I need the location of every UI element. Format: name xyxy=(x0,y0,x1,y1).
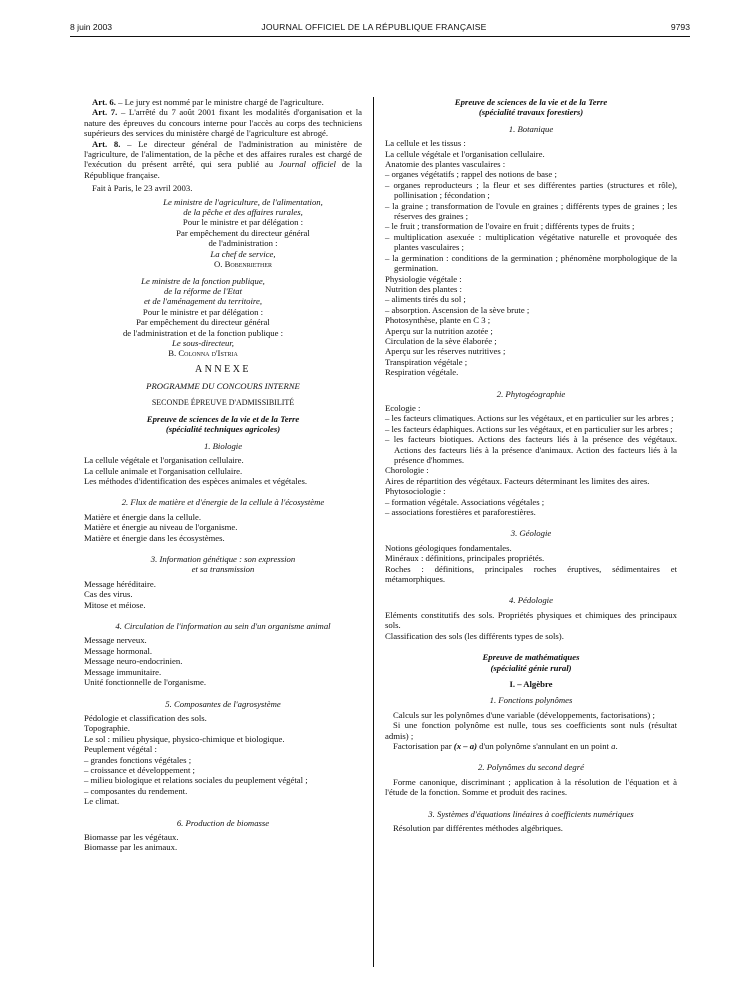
list-item: Message neuro-endocrinien. xyxy=(84,656,183,667)
list-item: Mitose et méiose. xyxy=(84,599,146,610)
header-rule xyxy=(70,36,690,37)
list-item: Peuplement végétal : xyxy=(84,744,157,755)
header-page-number: 9793 xyxy=(670,22,690,32)
list-item: – absorption. Ascension de la sève brute ; xyxy=(385,304,530,315)
list-item: – les facteurs édaphiques. Actions sur les végétaux, et en particulier sur les arbres ; xyxy=(385,423,673,434)
section-biologie-title xyxy=(84,441,362,451)
polynomes-line-2: Si une fonction polynôme est nulle, tous ses coefficients sont nuls (résultat admis) ; xyxy=(385,720,677,741)
epreuve-math-subtitle: (spécialité génie rural) xyxy=(490,662,572,673)
article-8-text: – Le directeur général de l'administration au ministère de l'agriculture, de l'alimentation, de la pêche et des affaires rurales est chargé de l'exécution du présent arrêté, qui sera publié au xyxy=(84,138,362,170)
section-geologie-list xyxy=(385,543,677,585)
signature-line: Par empêchement du directeur général xyxy=(136,317,270,328)
section-agrosysteme-title: 5. Composantes de l'agrosystème xyxy=(165,698,281,709)
section-flux-title: 2. Flux de matière et d'énergie de la cellule à l'écosystème xyxy=(121,497,325,508)
signature-line: et de l'aménagement du territoire, xyxy=(143,296,263,307)
epreuve-forestiers-title: Epreuve de sciences de la vie et de la Terre xyxy=(454,97,608,107)
signature-line: Le sous-directeur, xyxy=(172,337,234,348)
list-item: Roches : définitions, principales roches éruptives, sédimentaires et métamorphiques. xyxy=(385,563,677,585)
left-column xyxy=(84,97,362,853)
signatory-name: O. Bobenriether xyxy=(213,259,273,270)
article-8 xyxy=(84,139,362,181)
list-item: Aperçu sur la nutrition azotée ; xyxy=(385,325,493,336)
signatory-name: B. Colonna d'Istria xyxy=(168,348,238,359)
list-item: – organes reproducteurs ; la fleur et ses différentes parties (structures et rôle), pollinisation ; fécondation ; xyxy=(385,179,677,201)
section-circulation-title: 4. Circulation de l'information au sein d'un organisme animal xyxy=(115,621,331,632)
programme-heading: PROGRAMME DU CONCOURS INTERNE xyxy=(146,381,300,392)
list-item: Le climat. xyxy=(84,796,120,807)
list-item: Biomasse par les végétaux. xyxy=(84,831,179,842)
list-item: Unité fonctionnelle de l'organisme. xyxy=(84,677,207,688)
list-item: – la germination : conditions de la germination ; phénomène morphologique de la germination. xyxy=(385,252,677,274)
journal-officiel-ref: Journal officiel xyxy=(278,159,336,170)
section-phytogeographie-title: 2. Phytogéographie xyxy=(496,388,566,399)
section-agrosysteme-list xyxy=(84,713,362,807)
list-item: – croissance et développement ; xyxy=(84,764,195,775)
list-item: Matière et énergie dans les écosystèmes. xyxy=(84,532,225,543)
factorisation-text-2: d'un polynôme s'annulant en un point xyxy=(476,740,612,751)
list-item: – milieu biologique et relations sociales du peuplement végétal ; xyxy=(84,775,308,786)
header-date: 8 juin 2003 xyxy=(70,22,113,32)
list-item: Aperçu sur les réserves nutritives ; xyxy=(385,346,506,357)
list-item: – la graine ; transformation de l'ovule en graines ; différents types de graines ; les réserves des graines ; xyxy=(385,200,677,222)
right-column xyxy=(385,97,677,833)
list-item: Physiologie végétale : xyxy=(385,273,462,284)
period: . xyxy=(615,740,618,751)
epreuve-svt-subtitle: (spécialité techniques agricoles) xyxy=(165,424,281,435)
list-item: Classification des sols (les différents types de sols). xyxy=(385,630,564,641)
signature-line: Par empêchement du directeur général xyxy=(176,227,310,238)
list-item: – organes végétatifs ; rappel des notions de base ; xyxy=(385,169,557,180)
list-item: Ecologie : xyxy=(385,402,421,413)
polynomes-line-3 xyxy=(385,741,677,751)
article-6 xyxy=(84,97,362,107)
section-biomasse-title: 6. Production de biomasse xyxy=(176,817,270,828)
list-item: – multiplication asexuée : multiplication végétative naturelle et provoquée des plantes vasculaires ; xyxy=(385,231,677,253)
signature-block-agriculture xyxy=(84,197,362,270)
article-6-label: Art. 6. xyxy=(92,97,116,107)
section-botanique-title: 1. Botanique xyxy=(508,123,554,134)
list-item: Minéraux : définitions, principales propriétés. xyxy=(385,553,545,564)
signature-line: Le ministre de la fonction publique, xyxy=(141,275,265,286)
article-8-label: Art. 8. xyxy=(92,138,121,149)
article-7-text: – L'arrêté du 7 août 2001 fixant les modalités d'organisation et la nature des épreuves du concours interne pour l'accès au corps des techniciens supérieurs des services du ministère chargé de l'agriculture est abrogé. xyxy=(84,107,362,139)
list-item: Message hormonal. xyxy=(84,645,153,656)
list-item: – le fruit ; transformation de l'ovaire en fruit ; différents types de fruits ; xyxy=(385,221,635,232)
list-item: La cellule végétale et l'organisation cellulaire. xyxy=(84,455,244,466)
article-7 xyxy=(84,107,362,138)
list-item: Message immunitaire. xyxy=(84,666,162,677)
list-item: Notions géologiques fondamentales. xyxy=(385,542,512,553)
signature-line: de l'administration : xyxy=(208,238,278,249)
list-item: – les facteurs biotiques. Actions des facteurs liés à la présence des végétaux. Actions des facteurs liés à la présence d'animaux. Action des facteurs liés à la présence d'hommes. xyxy=(385,434,677,465)
list-item: – aliments tirés du sol ; xyxy=(385,294,466,305)
polynomes-line-1: Calculs sur les polynômes d'une variable (développements, factorisations) ; xyxy=(393,709,655,720)
header-journal-title: JOURNAL OFFICIEL DE LA RÉPUBLIQUE FRANÇAISE xyxy=(261,22,487,32)
list-item: La cellule animale et l'organisation cellulaire. xyxy=(84,465,243,476)
section-phytogeographie-list xyxy=(385,403,677,517)
signature-line: Pour le ministre et par délégation : xyxy=(142,306,264,317)
list-item: La cellule végétale et l'organisation cellulaire. xyxy=(385,148,545,159)
list-item: Phytosociologie : xyxy=(385,486,446,497)
section-biomasse-list xyxy=(84,832,362,853)
list-item: Les méthodes d'identification des espèces animales et végétales. xyxy=(84,476,308,486)
factorisation-text: Factorisation par xyxy=(393,740,454,751)
list-item: Pédologie et classification des sols. xyxy=(84,712,207,723)
section-circulation-list xyxy=(84,635,362,687)
signature-line: Pour le ministre et par délégation : xyxy=(182,217,304,228)
signature-line: de la réforme de l'Etat xyxy=(163,285,243,296)
list-item: Chorologie : xyxy=(385,465,429,476)
list-item: Message héréditaire. xyxy=(84,578,156,589)
epreuve-forestiers-subtitle: (spécialité travaux forestiers) xyxy=(478,107,584,118)
section-polynomes-title: 1. Fonctions polynômes xyxy=(489,695,573,706)
section-second-degre-title: 2. Polynômes du second degré xyxy=(478,762,584,773)
annexe-heading: ANNEXE xyxy=(194,363,252,375)
list-item: Message nerveux. xyxy=(84,635,147,646)
signature-line: de la pêche et des affaires rurales, xyxy=(183,207,303,218)
section-flux-list xyxy=(84,512,362,543)
list-item: – formation végétale. Associations végétales ; xyxy=(385,496,545,507)
signature-line: de l'administration et de la fonction publique : xyxy=(122,327,284,338)
fait-a-paris: Fait à Paris, le 23 avril 2003. xyxy=(92,183,193,194)
section-information-title-2: et sa transmission xyxy=(191,564,255,575)
list-item: Aires de répartition des végétaux. Facteurs déterminant les limites des aires. xyxy=(385,475,650,486)
list-item: Circulation de la sève élaborée ; xyxy=(385,335,497,346)
signature-line: La chef de service, xyxy=(210,248,276,259)
signature-line: Le ministre de l'agriculture, de l'alimentation, xyxy=(163,196,323,207)
list-item: – grandes fonctions végétales ; xyxy=(84,754,192,765)
section-pedologie-title: 4. Pédologie xyxy=(509,595,553,606)
section-systemes-title: 3. Systèmes d'équations linéaires à coefficients numériques xyxy=(428,808,634,819)
list-item: Transpiration végétale ; xyxy=(385,356,468,367)
list-item: – associations forestières et paraforestières. xyxy=(385,507,536,518)
article-8-text-end: de la République française. xyxy=(84,159,362,180)
list-item: Matière et énergie au niveau de l'organisme. xyxy=(84,522,238,533)
epreuve-svt-title: Epreuve de sciences de la vie et de la Terre xyxy=(146,413,300,424)
article-7-label: Art. 7. xyxy=(92,107,118,118)
epreuve-math-title: Epreuve de mathématiques xyxy=(482,652,580,663)
list-item: – les facteurs climatiques. Actions sur les végétaux, et en particulier sur les arbres ; xyxy=(385,413,674,424)
list-item: La cellule et les tissus : xyxy=(385,138,466,149)
seconde-epreuve-heading: SECONDE ÉPREUVE D'ADMISSIBILITÉ xyxy=(151,397,295,407)
section-geologie-title: 3. Géologie xyxy=(510,528,552,539)
column-divider xyxy=(373,97,374,967)
page-header xyxy=(0,0,748,40)
section-biologie-list xyxy=(84,455,362,486)
factor-expression: (x – a) xyxy=(453,740,477,751)
list-item: Cas des virus. xyxy=(84,589,133,600)
list-item: Eléments constitutifs des sols. Propriétés physiques et chimiques des principaux sols. xyxy=(385,609,677,631)
list-item: Le sol : milieu physique, physico-chimique et biologique. xyxy=(84,733,285,744)
list-item: – composantes du rendement. xyxy=(84,785,188,796)
algebre-heading: I. – Algèbre xyxy=(509,678,553,689)
list-item: Respiration végétale. xyxy=(385,367,459,378)
section-title-text: 1. Biologie xyxy=(203,440,243,451)
systemes-line: Résolution par différentes méthodes algébriques. xyxy=(393,822,563,833)
section-information-title: 3. Information génétique : son expression xyxy=(150,554,296,565)
list-item: Anatomie des plantes vasculaires : xyxy=(385,159,506,170)
section-information-list xyxy=(84,579,362,610)
signature-block-fonction-publique xyxy=(84,276,362,359)
list-item: Nutrition des plantes : xyxy=(385,283,462,294)
section-botanique-list xyxy=(385,138,677,377)
point-a: a xyxy=(611,740,616,751)
list-item: Topographie. xyxy=(84,723,130,734)
section-pedologie-list xyxy=(385,610,677,641)
list-item: Matière et énergie dans la cellule. xyxy=(84,511,202,522)
article-6-text: – Le jury est nommé par le ministre chargé de l'agriculture. xyxy=(115,97,324,107)
list-item: Biomasse par les animaux. xyxy=(84,842,178,853)
list-item: Photosynthèse, plante en C 3 ; xyxy=(385,315,491,326)
second-degre-line: Forme canonique, discriminant ; application à la résolution de l'équation et à l'étude de la fonction. Somme et produit des racines. xyxy=(385,776,677,798)
